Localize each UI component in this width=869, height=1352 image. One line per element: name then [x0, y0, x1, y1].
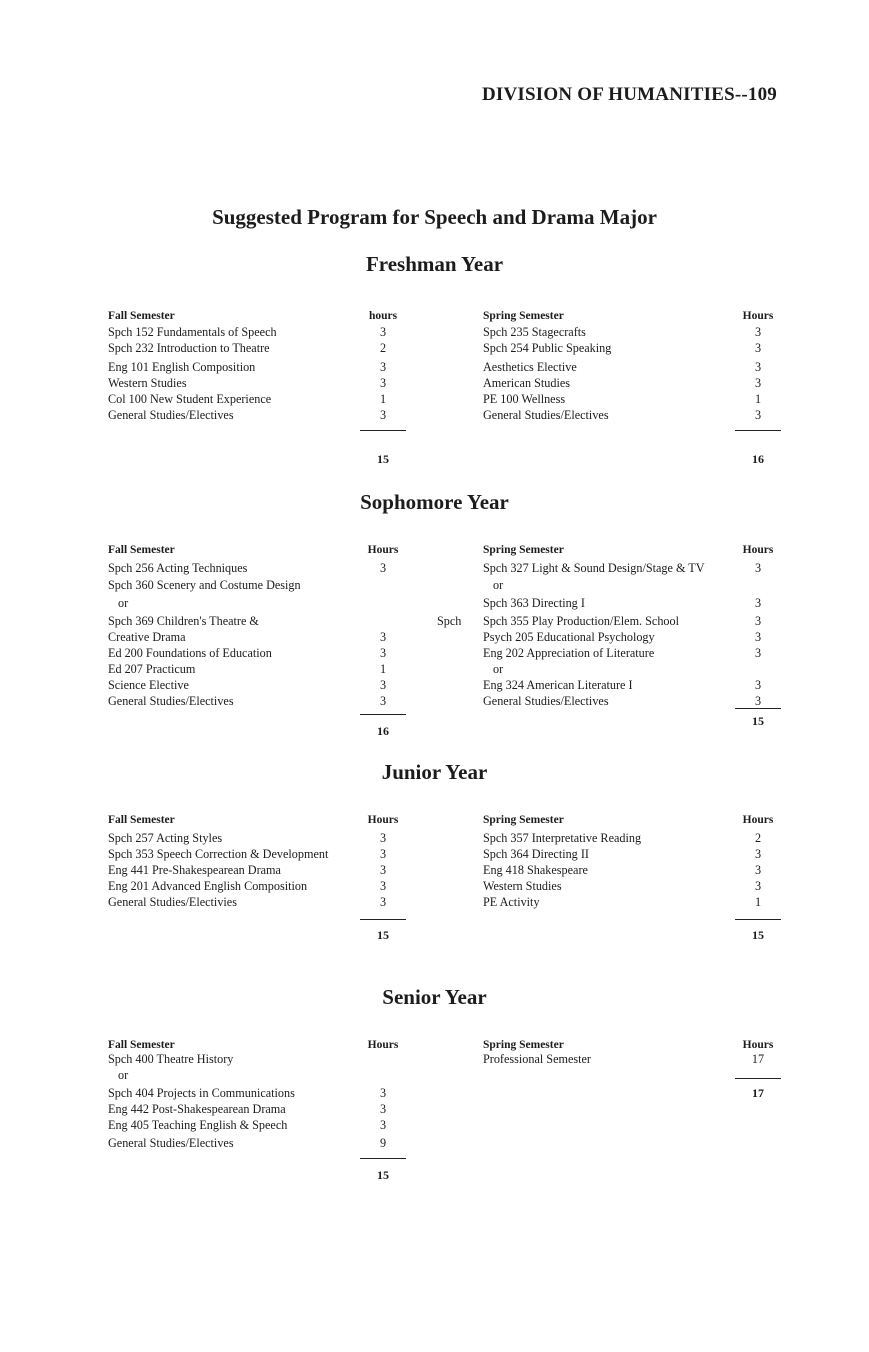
course-hours: 3 [754, 341, 762, 355]
course-hours: 3 [754, 596, 762, 610]
course-row: Ed 200 Foundations of Education [108, 646, 272, 660]
course-row: Eng 418 Shakespeare [483, 863, 588, 877]
fall-total-hours: 15 [377, 452, 389, 466]
course-hours: 1 [379, 392, 387, 406]
year-title: Sophomore Year [360, 490, 509, 514]
course-hours: 1 [754, 895, 762, 909]
spring-total-hours: 16 [752, 452, 764, 466]
course-hours: 3 [379, 847, 387, 861]
spring-hours-header: Hours [742, 544, 774, 556]
course-hours: 3 [379, 1118, 387, 1132]
course-hours: 3 [379, 694, 387, 708]
course-hours: 3 [754, 561, 762, 575]
course-hours: 9 [379, 1136, 387, 1150]
course-row: Western Studies [108, 376, 187, 390]
course-row: Spch 357 Interpretative Reading [483, 831, 642, 845]
course-hours: 3 [379, 831, 387, 845]
course-row: Eng 202 Appreciation of Literature [483, 646, 655, 660]
course-row: or [493, 662, 504, 676]
course-row: Ed 207 Practicum [108, 662, 196, 676]
course-row: Western Studies [483, 879, 562, 893]
course-row: Spch 364 Directing II [483, 847, 589, 861]
running-head: DIVISION OF HUMANITIES--109 [481, 84, 777, 105]
course-row: Spch 363 Directing I [483, 596, 585, 610]
spring-total-rule [735, 1078, 781, 1079]
course-row: or [493, 578, 504, 592]
spring-total-rule [735, 430, 781, 431]
spring-semester-header: Spring Semester [483, 1039, 564, 1051]
course-row: Creative Drama [108, 630, 186, 644]
course-row: Spch 369 Children's Theatre & [108, 614, 259, 628]
fall-semester-header: Fall Semester [108, 1039, 175, 1051]
fall-hours-header: Hours [367, 1039, 399, 1051]
course-hours: 2 [379, 341, 387, 355]
course-hours: 3 [379, 561, 387, 575]
course-hours: 3 [754, 678, 762, 692]
course-hours: 1 [754, 392, 762, 406]
course-hours: 3 [754, 360, 762, 374]
course-hours: 2 [754, 831, 762, 845]
course-row: Spch 256 Acting Techniques [108, 561, 248, 575]
course-row: Eng 101 English Composition [108, 360, 256, 374]
spring-total-rule [735, 708, 781, 709]
fall-total-rule [360, 714, 406, 715]
course-row: Spch 254 Public Speaking [483, 341, 612, 355]
course-row: Science Elective [108, 678, 189, 692]
course-hours: 3 [379, 646, 387, 660]
course-hours: 3 [379, 360, 387, 374]
course-row: Eng 405 Teaching English & Speech [108, 1118, 288, 1132]
spring-total-hours: 15 [752, 714, 764, 728]
spring-total-hours: 17 [752, 1086, 764, 1100]
course-hours: 3 [754, 847, 762, 861]
course-hours: 3 [379, 879, 387, 893]
course-row: General Studies/Electives [108, 694, 234, 708]
course-row: Spch 232 Introduction to Theatre [108, 341, 270, 355]
course-row: Eng 441 Pre-Shakespearean Drama [108, 863, 281, 877]
spring-semester-header: Spring Semester [483, 814, 564, 826]
stray-text: Spch [437, 614, 462, 628]
course-hours: 3 [754, 376, 762, 390]
year-title: Senior Year [382, 985, 487, 1009]
spring-total-hours: 15 [752, 928, 764, 942]
course-hours: 3 [754, 646, 762, 660]
course-hours: 3 [379, 1086, 387, 1100]
fall-hours-header: hours [368, 310, 398, 322]
fall-semester-header: Fall Semester [108, 814, 175, 826]
fall-semester-header: Fall Semester [108, 544, 175, 556]
spring-hours-header: Hours [742, 814, 774, 826]
course-hours: 3 [379, 1102, 387, 1116]
course-row: Spch 355 Play Production/Elem. School [483, 614, 680, 628]
course-row: General Studies/Electives [483, 408, 609, 422]
course-hours: 3 [754, 408, 762, 422]
course-hours: 3 [379, 408, 387, 422]
course-row: PE 100 Wellness [483, 392, 566, 406]
course-row: Spch 152 Fundamentals of Speech [108, 325, 277, 339]
course-hours: 3 [379, 895, 387, 909]
spring-semester-header: Spring Semester [483, 310, 564, 322]
course-hours: 3 [379, 863, 387, 877]
spring-hours-header: Hours [742, 1039, 774, 1051]
course-hours: 3 [754, 863, 762, 877]
course-row: Psych 205 Educational Psychology [483, 630, 655, 644]
course-row: Spch 353 Speech Correction & Development [108, 847, 329, 861]
course-hours: 3 [754, 325, 762, 339]
course-hours: 1 [379, 662, 387, 676]
course-hours: 3 [379, 630, 387, 644]
fall-total-hours: 15 [377, 1168, 389, 1182]
course-row: General Studies/Electivies [108, 895, 237, 909]
course-hours: 3 [754, 630, 762, 644]
page-title: Suggested Program for Speech and Drama Major [212, 205, 657, 229]
course-row: General Studies/Electives [108, 1136, 234, 1150]
course-row: or [118, 1068, 129, 1082]
fall-semester-header: Fall Semester [108, 310, 175, 322]
course-row: Spch 235 Stagecrafts [483, 325, 586, 339]
course-hours: 3 [754, 879, 762, 893]
course-hours: 3 [754, 694, 762, 708]
spring-total-rule [735, 919, 781, 920]
course-row: or [118, 596, 129, 610]
course-row: Spch 360 Scenery and Costume Design [108, 578, 301, 592]
course-row: Eng 201 Advanced English Composition [108, 879, 308, 893]
course-hours: 3 [379, 376, 387, 390]
fall-total-hours: 15 [377, 928, 389, 942]
course-row: General Studies/Electives [108, 408, 234, 422]
spring-hours-header: Hours [742, 310, 774, 322]
fall-hours-header: Hours [367, 544, 399, 556]
course-hours: 3 [754, 614, 762, 628]
year-title: Junior Year [381, 760, 488, 784]
year-title: Freshman Year [365, 252, 504, 276]
course-row: Spch 400 Theatre History [108, 1052, 234, 1066]
fall-total-hours: 16 [377, 724, 389, 738]
course-row: Spch 404 Projects in Communications [108, 1086, 295, 1100]
course-row: Eng 324 American Literature I [483, 678, 633, 692]
course-row: General Studies/Electives [483, 694, 609, 708]
course-hours: 3 [379, 678, 387, 692]
fall-total-rule [360, 1158, 406, 1159]
course-row: Eng 442 Post-Shakespearean Drama [108, 1102, 286, 1116]
course-row: Spch 327 Light & Sound Design/Stage & TV [483, 561, 705, 575]
spring-semester-header: Spring Semester [483, 544, 564, 556]
course-hours: 17 [751, 1052, 765, 1066]
fall-total-rule [360, 919, 406, 920]
fall-total-rule [360, 430, 406, 431]
course-row: Col 100 New Student Experience [108, 392, 272, 406]
course-row: Professional Semester [483, 1052, 591, 1066]
fall-hours-header: Hours [367, 814, 399, 826]
course-row: PE Activity [483, 895, 540, 909]
course-row: Spch 257 Acting Styles [108, 831, 223, 845]
course-row: Aesthetics Elective [483, 360, 577, 374]
course-row: American Studies [483, 376, 570, 390]
course-hours: 3 [379, 325, 387, 339]
